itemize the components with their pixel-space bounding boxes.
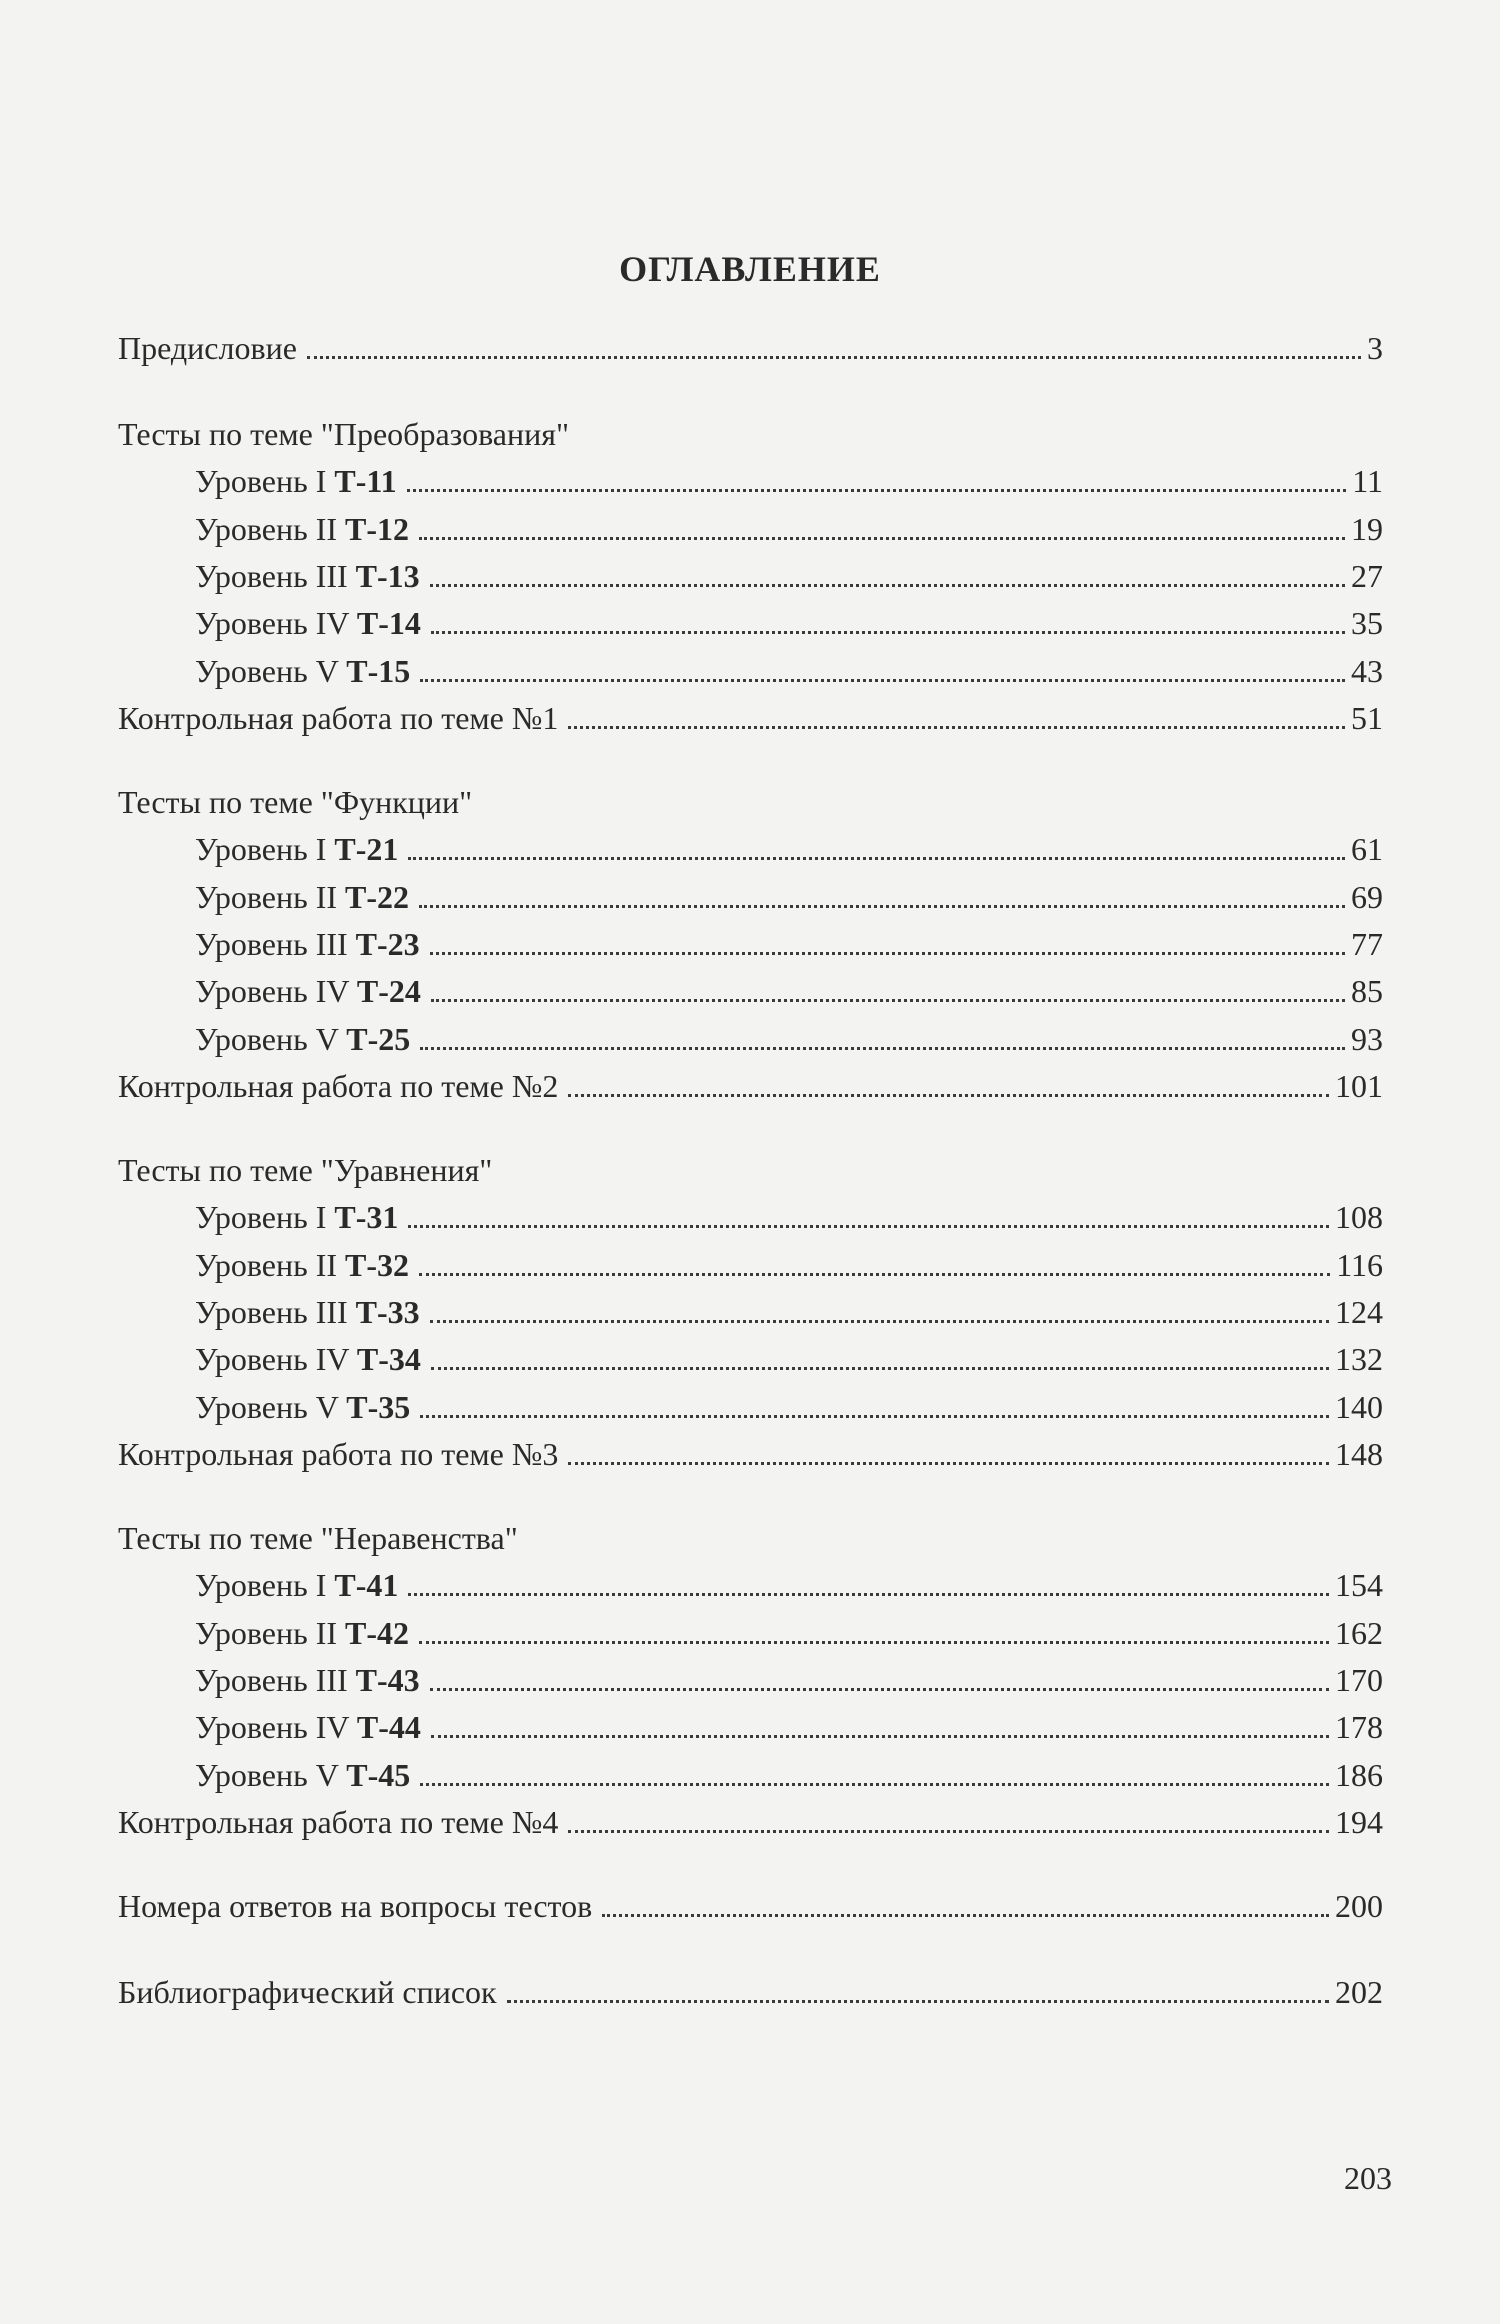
toc-page-number: 101 bbox=[1335, 1068, 1383, 1104]
dot-leader bbox=[431, 1735, 1329, 1738]
toc-entry-text: Уровень III bbox=[195, 926, 348, 962]
dot-leader bbox=[420, 679, 1345, 682]
dot-leader bbox=[419, 1641, 1329, 1644]
dot-leader bbox=[431, 999, 1345, 1002]
toc-entry-level bbox=[195, 1658, 1383, 1702]
test-code: Т-12 bbox=[345, 511, 409, 547]
dot-leader bbox=[307, 356, 1361, 359]
toc-entry-text: Уровень II bbox=[195, 879, 337, 915]
toc-entry-level bbox=[195, 1243, 1383, 1287]
dot-leader bbox=[431, 1367, 1329, 1370]
toc-entry-label bbox=[195, 969, 421, 1013]
dot-leader bbox=[568, 726, 1345, 729]
dot-leader bbox=[602, 1914, 1329, 1917]
toc-entry-text: Уровень II bbox=[195, 511, 337, 547]
section-heading: Тесты по теме "Преобразования" bbox=[118, 416, 570, 452]
toc-entry-text: Уровень I bbox=[195, 1567, 327, 1603]
toc-page-number: 132 bbox=[1335, 1341, 1383, 1377]
toc-entry-label bbox=[195, 1195, 398, 1239]
toc-page-number: 200 bbox=[1335, 1888, 1383, 1924]
dot-leader bbox=[568, 1094, 1329, 1097]
toc-entry-text: Уровень I bbox=[195, 463, 327, 499]
toc-entry-label bbox=[118, 1432, 558, 1476]
test-code: Т-43 bbox=[355, 1662, 420, 1698]
toc-entry-text: Уровень II bbox=[195, 1247, 337, 1283]
toc-entry-level bbox=[195, 827, 1383, 871]
test-code: Т-23 bbox=[355, 926, 420, 962]
toc-entry-label bbox=[195, 459, 397, 503]
toc-entry-label bbox=[195, 649, 410, 693]
toc-entry-label bbox=[118, 326, 297, 370]
test-code: Т-15 bbox=[346, 653, 411, 689]
toc-entry-control-work bbox=[118, 696, 1383, 740]
toc-entry-label bbox=[195, 1705, 421, 1749]
toc-entry-label bbox=[195, 875, 409, 919]
toc-entry-label bbox=[118, 1064, 558, 1108]
toc-page-number: 3 bbox=[1367, 330, 1383, 366]
toc-entry-text: Библиографический список bbox=[118, 1974, 497, 2010]
toc-page-number: 85 bbox=[1351, 973, 1383, 1009]
test-code: Т-41 bbox=[334, 1567, 399, 1603]
toc-entry-level bbox=[195, 649, 1383, 693]
test-code: Т-44 bbox=[356, 1709, 421, 1745]
test-code: Т-31 bbox=[334, 1199, 399, 1235]
dot-leader bbox=[420, 1783, 1329, 1786]
toc-page-number: 202 bbox=[1335, 1974, 1383, 2010]
toc-entry-level bbox=[195, 1611, 1383, 1655]
test-code: Т-42 bbox=[345, 1615, 409, 1651]
toc-page-number: 69 bbox=[1351, 879, 1383, 915]
toc-entry-text: Контрольная работа по теме №3 bbox=[118, 1436, 559, 1472]
section-heading: Тесты по теме "Уравнения" bbox=[118, 1152, 493, 1188]
toc-entry-label bbox=[195, 554, 420, 598]
toc-entry-label bbox=[195, 1753, 410, 1797]
toc-entry-label bbox=[195, 601, 421, 645]
toc-page-number: 154 bbox=[1335, 1567, 1383, 1603]
toc-entry-label bbox=[195, 1611, 409, 1655]
toc-entry-text: Уровень II bbox=[195, 1615, 337, 1651]
dot-leader bbox=[419, 537, 1345, 540]
test-code: Т-13 bbox=[355, 558, 420, 594]
test-code: Т-22 bbox=[345, 879, 409, 915]
toc-entry-label bbox=[195, 1337, 421, 1381]
toc-entry-label bbox=[118, 696, 558, 740]
toc-entry-text: Уровень IV bbox=[195, 605, 349, 641]
toc-page-number: 162 bbox=[1335, 1615, 1383, 1651]
toc-entry-text: Уровень IV bbox=[195, 1709, 349, 1745]
toc-entry-control-work bbox=[118, 1064, 1383, 1108]
section-heading: Тесты по теме "Неравенства" bbox=[118, 1520, 518, 1556]
toc-entry-text: Уровень V bbox=[195, 1021, 339, 1057]
toc-entry-level bbox=[195, 922, 1383, 966]
toc-page-number: 77 bbox=[1351, 926, 1383, 962]
dot-leader bbox=[419, 1273, 1330, 1276]
test-code: Т-14 bbox=[356, 605, 421, 641]
dot-leader bbox=[408, 1593, 1329, 1596]
toc-page-number: 93 bbox=[1351, 1021, 1383, 1057]
toc-entry-level bbox=[195, 507, 1383, 551]
test-code: Т-11 bbox=[334, 463, 397, 499]
toc-entry-text: Уровень I bbox=[195, 831, 327, 867]
toc-entry-label bbox=[195, 507, 409, 551]
toc-entry-text: Номера ответов на вопросы тестов bbox=[118, 1888, 593, 1924]
toc-entry-text: Контрольная работа по теме №1 bbox=[118, 700, 559, 736]
toc-page-number: 61 bbox=[1351, 831, 1383, 867]
toc-entry-label bbox=[195, 827, 398, 871]
toc-page-number: 194 bbox=[1335, 1804, 1383, 1840]
toc-entry-label bbox=[195, 1017, 410, 1061]
toc-entry-text: Уровень III bbox=[195, 558, 348, 594]
toc-entry-level bbox=[195, 875, 1383, 919]
toc-entry-level bbox=[195, 1563, 1383, 1607]
toc-page-number: 178 bbox=[1335, 1709, 1383, 1745]
toc-entry-level bbox=[195, 554, 1383, 598]
test-code: Т-33 bbox=[355, 1294, 420, 1330]
toc-entry-text: Контрольная работа по теме №2 bbox=[118, 1068, 559, 1104]
toc-entry-level bbox=[195, 601, 1383, 645]
dot-leader bbox=[430, 1320, 1329, 1323]
test-code: Т-34 bbox=[356, 1341, 421, 1377]
test-code: Т-45 bbox=[346, 1757, 411, 1793]
toc-entry-answers bbox=[118, 1884, 1383, 1928]
dot-leader bbox=[420, 1047, 1345, 1050]
toc-entry-text: Уровень I bbox=[195, 1199, 327, 1235]
toc-entry-level bbox=[195, 1385, 1383, 1429]
dot-leader bbox=[568, 1830, 1329, 1833]
toc-page-number: 51 bbox=[1351, 700, 1383, 736]
dot-leader bbox=[420, 1415, 1329, 1418]
toc-entry-level bbox=[195, 1337, 1383, 1381]
toc-entry-text: Уровень III bbox=[195, 1294, 348, 1330]
test-code: Т-32 bbox=[345, 1247, 409, 1283]
dot-leader bbox=[430, 952, 1345, 955]
toc-page-number: 19 bbox=[1351, 511, 1383, 547]
test-code: Т-21 bbox=[334, 831, 399, 867]
toc-entry-label bbox=[195, 1563, 398, 1607]
toc-entry-label bbox=[195, 1243, 409, 1287]
toc-entry-label bbox=[195, 1385, 410, 1429]
toc-entry-level bbox=[195, 1017, 1383, 1061]
toc-entry-control-work bbox=[118, 1800, 1383, 1844]
toc-entry-level bbox=[195, 969, 1383, 1013]
dot-leader bbox=[408, 1225, 1329, 1228]
toc-page-number: 148 bbox=[1335, 1436, 1383, 1472]
dot-leader bbox=[430, 584, 1345, 587]
page-number: 203 bbox=[1344, 2160, 1392, 2196]
dot-leader bbox=[408, 857, 1345, 860]
toc-entry-text: Уровень IV bbox=[195, 1341, 349, 1377]
toc-entry-control-work bbox=[118, 1432, 1383, 1476]
toc-entry-text: Контрольная работа по теме №4 bbox=[118, 1804, 559, 1840]
toc-page-number: 124 bbox=[1335, 1294, 1383, 1330]
toc-entry-label bbox=[118, 1970, 497, 2014]
toc-page-number: 140 bbox=[1335, 1389, 1383, 1425]
toc-page-number: 27 bbox=[1351, 558, 1383, 594]
toc-page-number: 116 bbox=[1336, 1247, 1383, 1283]
toc-entry-level bbox=[195, 1290, 1383, 1334]
toc-entry-text: Уровень V bbox=[195, 653, 339, 689]
toc-entry-text: Уровень III bbox=[195, 1662, 348, 1698]
toc-page-number: 11 bbox=[1352, 463, 1383, 499]
toc-page-number: 186 bbox=[1335, 1757, 1383, 1793]
toc-entry-label bbox=[118, 1884, 592, 1928]
toc-page-number: 108 bbox=[1335, 1199, 1383, 1235]
toc-entry-text: Уровень IV bbox=[195, 973, 349, 1009]
toc-entry-bibliography bbox=[118, 1970, 1383, 2014]
toc-page-number: 43 bbox=[1351, 653, 1383, 689]
toc-page-number: 170 bbox=[1335, 1662, 1383, 1698]
toc-entry-label bbox=[195, 1658, 420, 1702]
toc-page-number: 35 bbox=[1351, 605, 1383, 641]
test-code: Т-24 bbox=[356, 973, 421, 1009]
dot-leader bbox=[431, 631, 1345, 634]
toc-entry-level bbox=[195, 459, 1383, 503]
toc-entry-label bbox=[195, 1290, 420, 1334]
toc-entry-text: Предисловие bbox=[118, 330, 297, 366]
toc-entry-preface bbox=[118, 326, 1383, 370]
page-title: ОГЛАВЛЕНИЕ bbox=[619, 249, 881, 289]
test-code: Т-25 bbox=[346, 1021, 411, 1057]
section-heading: Тесты по теме "Функции" bbox=[118, 784, 473, 820]
dot-leader bbox=[430, 1688, 1329, 1691]
toc-entry-label bbox=[195, 922, 420, 966]
dot-leader bbox=[407, 489, 1347, 492]
toc-entry-level bbox=[195, 1705, 1383, 1749]
toc-entry-level bbox=[195, 1753, 1383, 1797]
dot-leader bbox=[507, 2000, 1329, 2003]
toc-entry-label bbox=[118, 1800, 558, 1844]
toc-entry-level bbox=[195, 1195, 1383, 1239]
toc-entry-text: Уровень V bbox=[195, 1757, 339, 1793]
dot-leader bbox=[568, 1462, 1329, 1465]
dot-leader bbox=[419, 905, 1345, 908]
toc-entry-text: Уровень V bbox=[195, 1389, 339, 1425]
test-code: Т-35 bbox=[346, 1389, 411, 1425]
